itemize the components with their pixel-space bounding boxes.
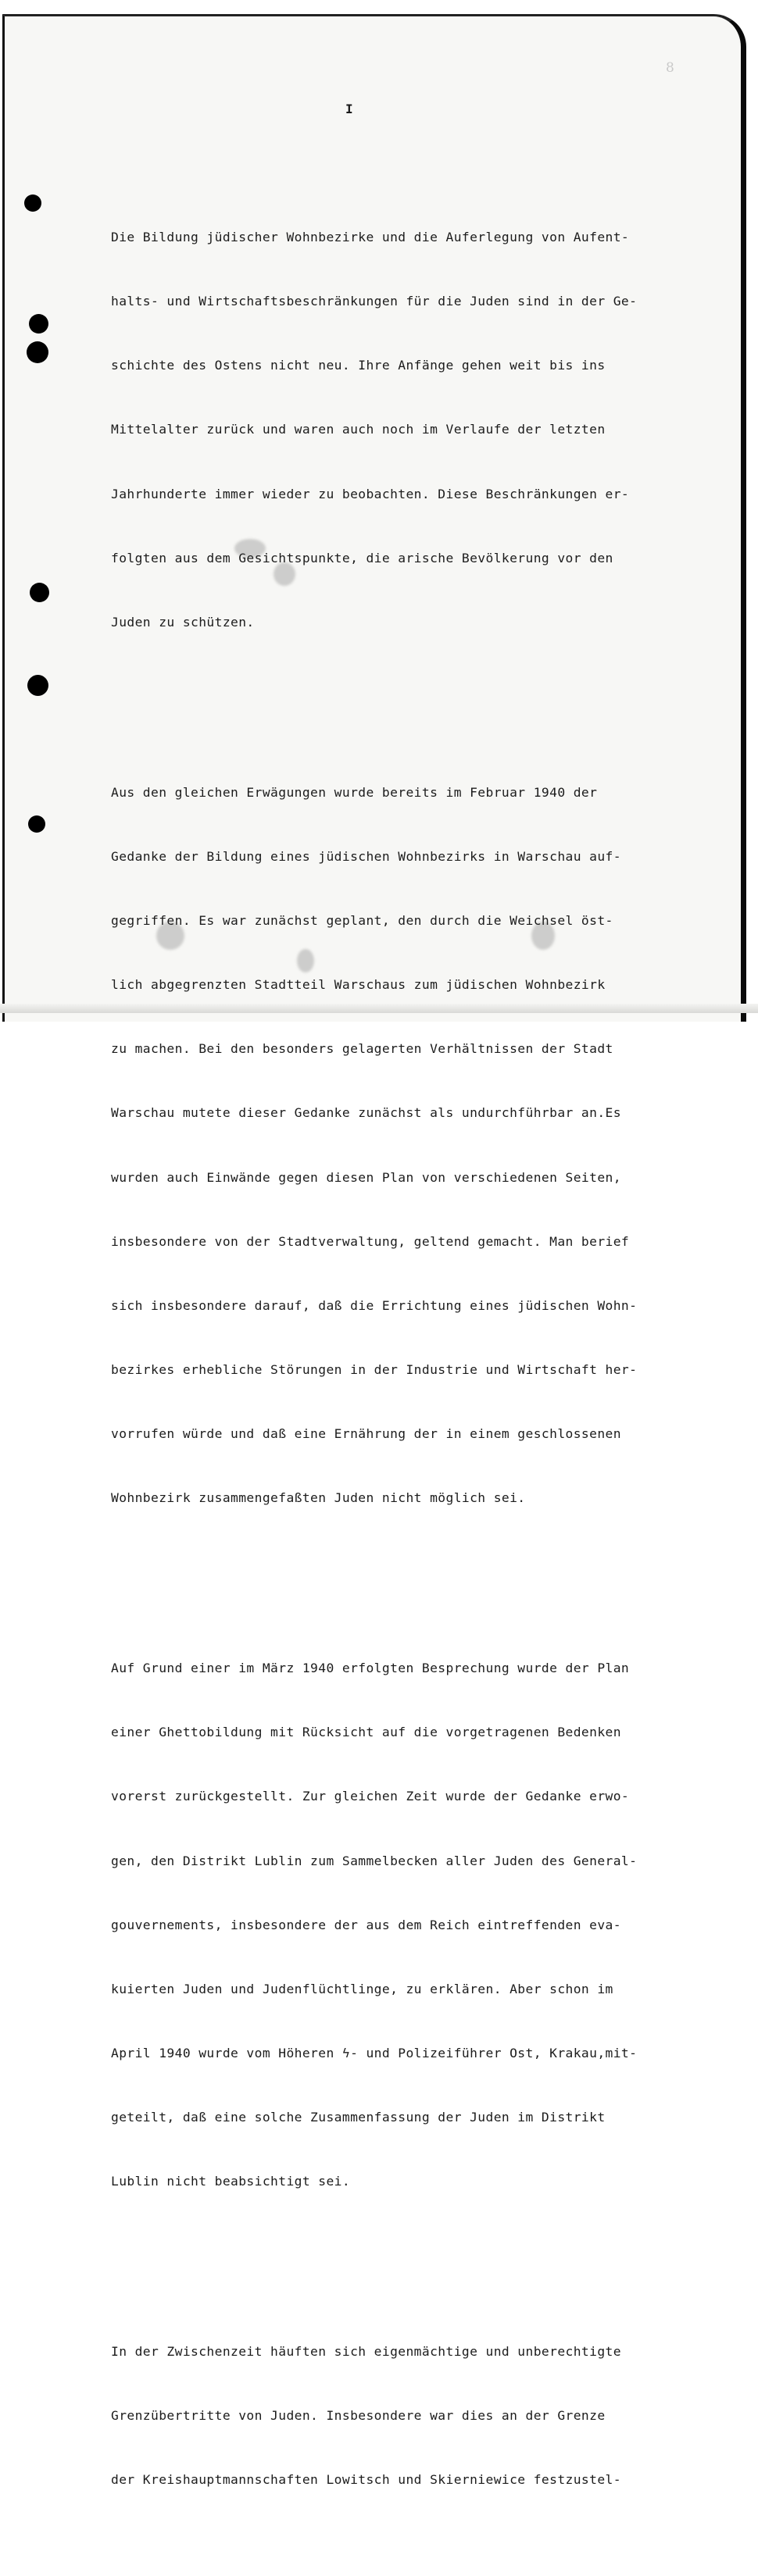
text-line: einer Ghettobildung mit Rücksicht auf die vorgetragenen Bedenken xyxy=(111,1725,621,1740)
text-line: Die Bildung jüdischer Wohnbezirke und die Auferlegung von Aufent- xyxy=(111,230,630,245)
punch-hole xyxy=(27,675,48,696)
page-number-mark: 8 xyxy=(666,60,674,76)
punch-hole xyxy=(24,194,41,212)
text-line: Jahrhunderte immer wieder zu beobachten. Diese Beschränkungen er- xyxy=(111,486,630,501)
paragraph-2 xyxy=(111,740,705,1551)
text-line: Wohnbezirk zusammengefaßten Juden nicht möglich sei. xyxy=(111,1490,526,1505)
text-line: Lublin nicht beabsichtigt sei. xyxy=(111,2173,351,2189)
text-line: gegriffen. Es war zunächst geplant, den durch die Weichsel öst- xyxy=(111,913,613,929)
text-line: geteilt, daß eine solche Zusammenfassung der Juden im Distrikt xyxy=(111,2109,606,2125)
text-line: gen, den Distrikt Lublin zum Sammelbecken aller Juden des General- xyxy=(111,1853,638,1868)
section-number: I xyxy=(345,102,353,116)
punch-hole xyxy=(29,314,48,334)
text-line: schichte des Ostens nicht neu. Ihre Anfänge gehen weit bis ins xyxy=(111,358,606,373)
paragraph-4 xyxy=(111,2299,705,2534)
page-bottom-edge xyxy=(0,1004,758,1013)
text-line: zu machen. Bei den besonders gelagerten Verhältnissen der Stadt xyxy=(111,1041,613,1057)
text-line: vorerst zurückgestellt. Zur gleichen Zeit wurde der Gedanke erwo- xyxy=(111,1789,630,1804)
text-line: folgten aus dem Gesichtspunkte, die arische Bevölkerung vor den xyxy=(111,550,613,566)
text-line: sich insbesondere darauf, daß die Errichtung eines jüdischen Wohn- xyxy=(111,1297,638,1313)
text-line: der Kreishauptmannschaften Lowitsch und Skierniewice festzustel- xyxy=(111,2472,621,2488)
paragraph-3 xyxy=(111,1615,705,2235)
text-line: Auf Grund einer im März 1940 erfolgten Besprechung wurde der Plan xyxy=(111,1661,630,1676)
text-line: In der Zwischenzeit häuften sich eigenmächtige und unberechtigte xyxy=(111,2344,621,2360)
text-line: Warschau mutete dieser Gedanke zunächst als undurchführbar an.Es xyxy=(111,1105,621,1121)
text-line: vorrufen würde und daß eine Ernährung der in einem geschlossenen xyxy=(111,1425,621,1441)
text-line: kuierten Juden und Judenflüchtlinge, zu erklären. Aber schon im xyxy=(111,1981,613,1996)
punch-hole xyxy=(27,341,48,363)
text-line: Juden zu schützen. xyxy=(111,614,255,630)
punch-hole xyxy=(30,583,49,602)
body-text xyxy=(111,141,705,2576)
text-line: Gedanke der Bildung eines jüdischen Wohnbezirks in Warschau auf- xyxy=(111,849,621,865)
text-line: wurden auch Einwände gegen diesen Plan von verschiedenen Seiten, xyxy=(111,1169,621,1185)
text-line: insbesondere von der Stadtverwaltung, geltend gemacht. Man berief xyxy=(111,1233,630,1249)
text-line: April 1940 wurde vom Höheren ϟ- und Polizeiführer Ost, Krakau,mit- xyxy=(111,2045,638,2060)
text-line: bezirkes erhebliche Störungen in der Industrie und Wirtschaft her- xyxy=(111,1361,638,1377)
text-line: Mittelalter zurück und waren auch noch im Verlaufe der letzten xyxy=(111,422,606,437)
paragraph-1 xyxy=(111,184,705,676)
text-line: lich abgegrenzten Stadtteil Warschaus zum jüdischen Wohnbezirk xyxy=(111,977,606,993)
punch-hole xyxy=(28,815,45,833)
text-line: Aus den gleichen Erwägungen wurde bereits im Februar 1940 der xyxy=(111,785,598,801)
text-line: Grenzübertritte von Juden. Insbesondere war dies an der Grenze xyxy=(111,2408,606,2424)
text-line: gouvernements, insbesondere der aus dem Reich eintreffenden eva- xyxy=(111,1917,621,1932)
text-line: halts- und Wirtschaftsbeschränkungen für die Juden sind in der Ge- xyxy=(111,294,638,309)
